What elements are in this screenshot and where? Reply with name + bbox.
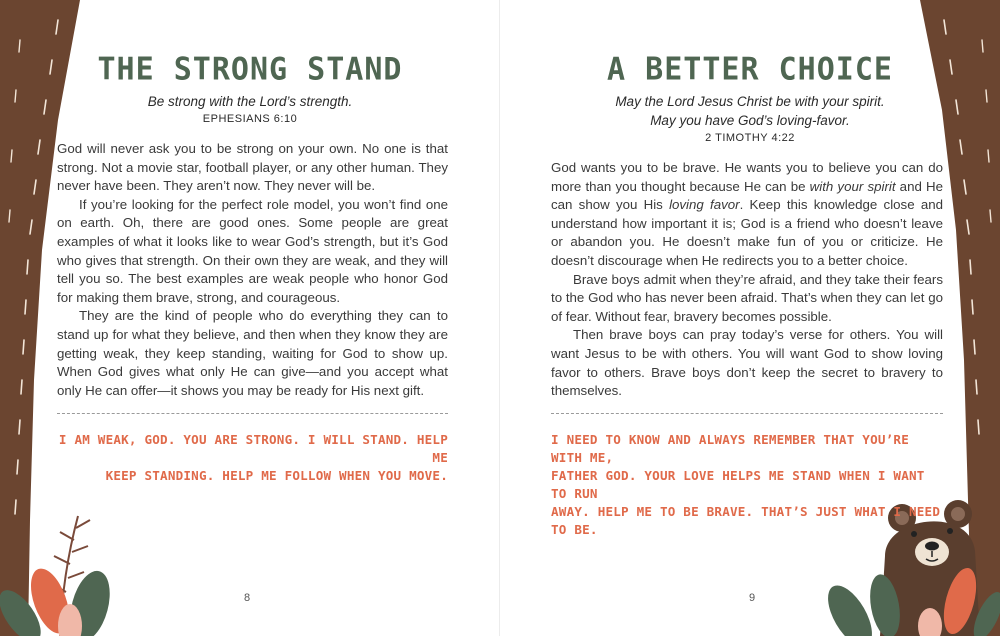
prayer: [57, 431, 448, 485]
paragraph-text: God wants you to be brave. He wants you to believe you can do more than you thought because He can be: [551, 160, 943, 194]
paragraph: If you’re looking for the perfect role model, you won’t find one on earth. Oh, there are good ones. Some people are great examples of what it looks like to wear God’s strength, but it’s God who gives that strength. On their own they are weak, and they will tell you so. The best examples are weak people who honor God for making them brave, strong, and courageous.: [57, 196, 448, 305]
page-title: A BETTER CHOICE: [607, 51, 893, 88]
page-number: 8: [244, 592, 251, 604]
devotional-text: [551, 159, 943, 401]
verse-line: May you have God’s loving-favor.: [650, 113, 850, 128]
devotional-text: [57, 140, 448, 400]
paragraph: Brave boys admit when they’re afraid, and they take their fears to the God who has never been afraid. That’s when they can let go of fear. Without fear, bravery becomes possible.: [551, 271, 943, 324]
paragraph: Then brave boys can pray today’s verse for others. You will want Jesus to be with others. You will want God to show loving favor to others. Brave boys don’t keep the secret to bravery to themselves.: [551, 327, 943, 399]
divider: [57, 413, 448, 414]
fern-plants: [810, 546, 1000, 636]
page-title: THE STRONG STAND: [97, 51, 403, 88]
scripture-verse: Be strong with the Lord’s strength.: [147, 94, 353, 109]
fern-plants: [0, 506, 130, 636]
prayer-line: KEEP STANDING. HELP ME FOLLOW WHEN YOU MOVE.: [105, 468, 448, 483]
scripture-reference: 2 TIMOTHY 4:22: [705, 132, 795, 144]
prayer: [551, 431, 946, 539]
paragraph: They are the kind of people who do everything they can to stand up for what they believe, and then when they know they are getting weak, they keep standing, waiting for God to show up. When God gives what only He can give—and you accept what only He can offer—it shows you may be ready for His next gift.: [57, 308, 448, 398]
scripture-reference: EPHESIANS 6:10: [202, 113, 298, 125]
prayer-line: I AM WEAK, GOD. YOU ARE STRONG. I WILL STAND. HELP ME: [58, 432, 448, 465]
right-page: [500, 0, 1000, 636]
prayer-line: FATHER GOD. YOUR LOVE HELPS ME STAND WHEN I WANT TO RUN: [551, 468, 925, 501]
scripture-verse: [500, 92, 1000, 130]
verse-line: May the Lord Jesus Christ be with your spirit.: [615, 94, 885, 109]
paragraph-text: and He can show you His: [551, 178, 944, 213]
emphasis-text: loving favor: [669, 197, 740, 213]
prayer-line: AWAY. HELP ME TO BE BRAVE. THAT’S JUST WHAT I NEED TO BE.: [551, 504, 941, 537]
paragraph-text: . Keep this knowledge close and understand how important it is; God is a friend who doesn’t leave or abandon you. He doesn’t make fun of you or criticize. He doesn’t discourage when He redirects you to a better choice.: [551, 197, 944, 268]
prayer-line: I NEED TO KNOW AND ALWAYS REMEMBER THAT YOU’RE WITH ME,: [551, 432, 909, 465]
divider: [551, 413, 943, 414]
emphasis-text: with your spirit: [809, 178, 896, 194]
paragraph: [551, 159, 943, 271]
page-number: 9: [749, 592, 756, 604]
paragraph: God will never ask you to be strong on your own. No one is that strong. Not a movie star, football player, or any other human. They never have been. They aren’t now. They never will be.: [57, 141, 448, 194]
